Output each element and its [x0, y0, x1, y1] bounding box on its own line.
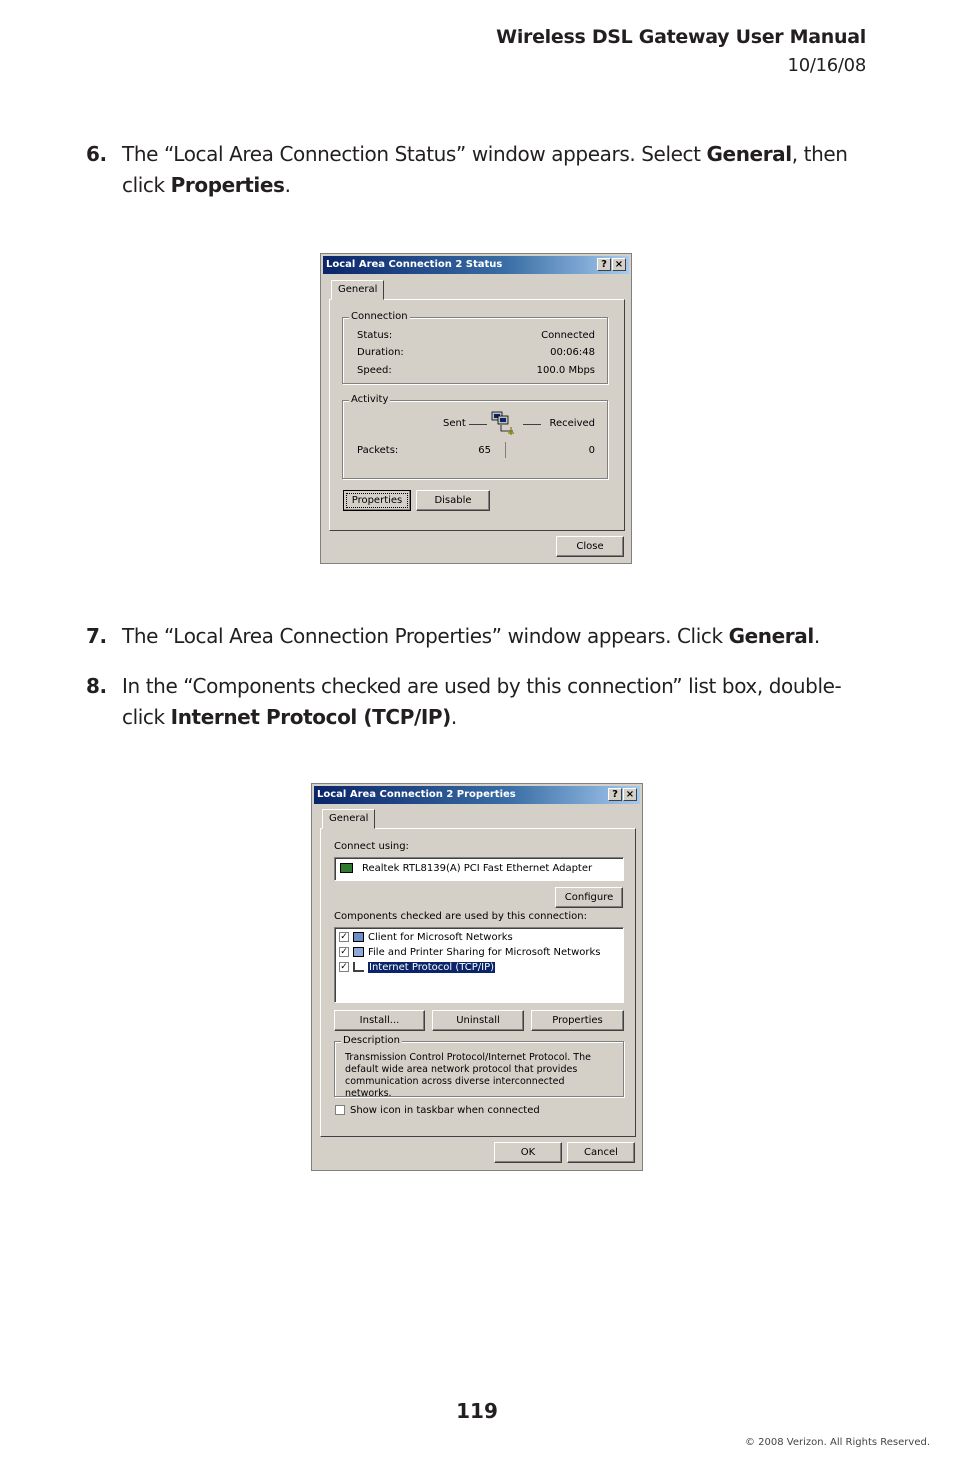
step-bold: Internet Protocol (TCP/IP): [170, 705, 451, 729]
connection-group: [342, 311, 608, 384]
tab-general[interactable]: General: [322, 809, 375, 829]
step-text-part: .: [450, 705, 457, 729]
packets-label: Packets:: [357, 445, 399, 456]
step-text-part: The “Local Area Connection Properties” window appears. Click: [122, 624, 729, 648]
step-text: [122, 139, 848, 201]
status-dialog-titlebar: [323, 256, 629, 274]
step-7: [86, 621, 866, 652]
manual-title: Wireless DSL Gateway User Manual: [496, 26, 866, 48]
step-text-part: , then: [791, 142, 848, 166]
dialog-title: Local Area Connection 2 Status: [326, 259, 503, 270]
step-6: [86, 139, 866, 201]
step-number: 6.: [86, 142, 107, 166]
component-checkbox[interactable]: ✓: [340, 947, 348, 957]
component-label: File and Printer Sharing for Microsoft Networks: [368, 947, 601, 958]
step-text-part: The “Local Area Connection Status” window appears. Select: [122, 142, 707, 166]
component-label-selected: Internet Protocol (TCP/IP): [369, 962, 495, 973]
help-button[interactable]: ?: [608, 788, 622, 801]
component-checkbox[interactable]: ✓: [340, 932, 348, 942]
close-icon[interactable]: ×: [623, 788, 637, 801]
protocol-icon: [353, 962, 364, 972]
titlebar-buttons: [608, 788, 637, 801]
list-item[interactable]: [339, 961, 619, 975]
step-line: [122, 702, 841, 733]
copyright: © 2008 Verizon. All Rights Reserved.: [745, 1437, 930, 1448]
received-label: Received: [549, 418, 595, 429]
help-button[interactable]: ?: [597, 258, 611, 271]
show-icon-label: Show icon in taskbar when connected: [350, 1105, 540, 1116]
general-panel: [329, 299, 625, 531]
step-line: In the “Components checked are used by this connection” list box, double-: [122, 674, 842, 698]
configure-button[interactable]: Configure: [555, 887, 623, 908]
cancel-button[interactable]: Cancel: [567, 1142, 635, 1163]
step-line: [122, 170, 848, 201]
step-text-part: .: [284, 173, 291, 197]
duration-label: Duration:: [357, 347, 404, 358]
component-properties-button[interactable]: Properties: [531, 1010, 624, 1031]
step-bold: General: [728, 624, 814, 648]
file-sharing-icon: [353, 947, 364, 957]
network-computers-icon: [491, 410, 519, 436]
step-bold: General: [706, 142, 792, 166]
status-dialog: [320, 253, 632, 564]
adapter-field[interactable]: [334, 857, 624, 881]
step-line: [122, 139, 848, 170]
components-list[interactable]: [334, 927, 624, 1003]
close-button[interactable]: Close: [556, 536, 624, 557]
component-label: Client for Microsoft Networks: [368, 932, 513, 943]
step-number: 8.: [86, 674, 107, 698]
group-label: Connection: [351, 311, 408, 322]
connect-using-label: Connect using:: [334, 841, 409, 852]
received-line: [523, 424, 541, 425]
titlebar-buttons: [597, 258, 626, 271]
components-label: Components checked are used by this connection:: [334, 911, 587, 922]
show-icon-checkbox[interactable]: [335, 1105, 345, 1115]
packets-sent-value: 65: [478, 445, 491, 456]
adapter-name: Realtek RTL8139(A) PCI Fast Ethernet Adapter: [362, 863, 593, 874]
description-text: Transmission Control Protocol/Internet Protocol. The default wide area network protocol that provides communication across diverse interconnected networks.: [345, 1052, 591, 1099]
page-number: 119: [456, 1399, 498, 1423]
duration-value: 00:06:48: [550, 347, 595, 358]
step-text-part: click: [122, 173, 171, 197]
activity-group: [342, 394, 608, 479]
step-bold: Properties: [170, 173, 285, 197]
install-button[interactable]: Install...: [334, 1010, 425, 1031]
close-icon[interactable]: ×: [612, 258, 626, 271]
status-value: Connected: [541, 330, 595, 341]
sent-line: [469, 424, 487, 425]
step-8: [86, 671, 866, 733]
tab-general[interactable]: General: [331, 280, 384, 300]
properties-dialog: [311, 783, 643, 1171]
step-text-part: click: [122, 705, 171, 729]
network-adapter-icon: [340, 863, 353, 873]
general-panel: [320, 828, 636, 1137]
step-text: [122, 671, 841, 733]
list-item[interactable]: [339, 946, 619, 960]
group-label: Activity: [351, 394, 389, 405]
list-item[interactable]: [339, 931, 619, 945]
group-label: Description: [343, 1035, 400, 1046]
client-computer-icon: [353, 932, 364, 942]
properties-button[interactable]: Properties: [343, 490, 411, 511]
properties-dialog-titlebar: [314, 786, 640, 804]
description-group: [334, 1035, 624, 1099]
manual-date: 10/16/08: [787, 55, 866, 76]
step-text: [122, 621, 820, 652]
ok-button[interactable]: OK: [494, 1142, 562, 1163]
step-number: 7.: [86, 624, 107, 648]
speed-value: 100.0 Mbps: [536, 365, 595, 376]
status-label: Status:: [357, 330, 393, 341]
component-checkbox[interactable]: ✓: [340, 962, 348, 972]
step-text-part: .: [813, 624, 820, 648]
sent-label: Sent: [443, 418, 466, 429]
speed-label: Speed:: [357, 365, 392, 376]
disable-button[interactable]: Disable: [416, 490, 490, 511]
uninstall-button[interactable]: Uninstall: [432, 1010, 524, 1031]
packets-divider: [505, 442, 506, 458]
dialog-title: Local Area Connection 2 Properties: [317, 789, 516, 800]
packets-received-value: 0: [588, 445, 595, 456]
